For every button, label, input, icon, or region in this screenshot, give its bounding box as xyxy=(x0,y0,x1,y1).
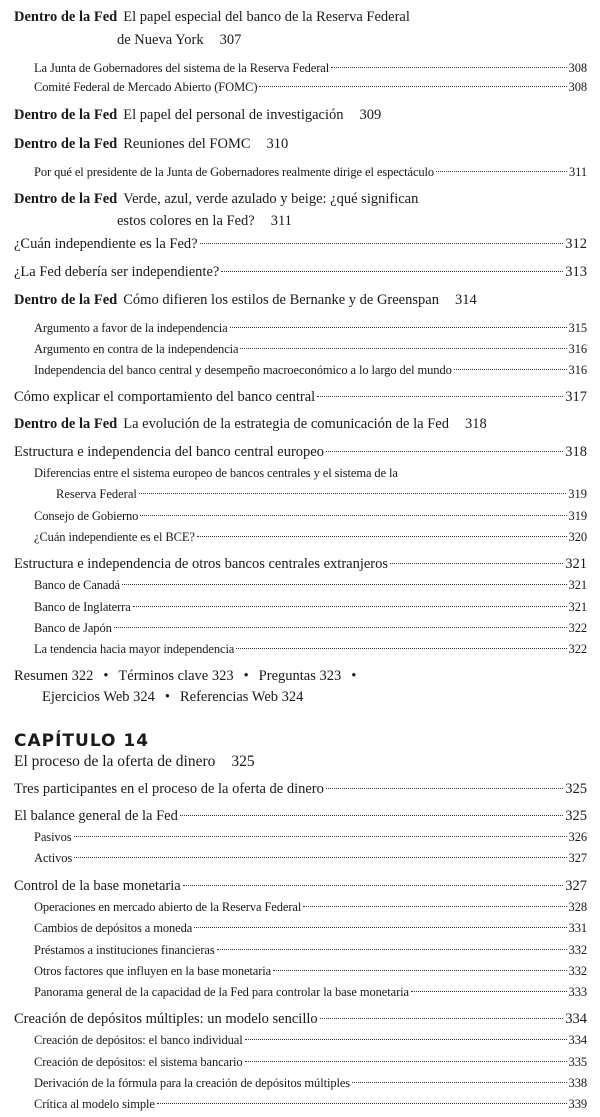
end-of-chapter-item: Resumen 322 xyxy=(14,668,94,684)
toc-subsection-entry[interactable] xyxy=(0,639,600,659)
page-number: 327 xyxy=(565,878,587,894)
inside-the-fed-label: Dentro de la Fed xyxy=(14,191,118,207)
chapter-title: El proceso de la oferta de dinero xyxy=(14,753,216,770)
page-number: 316 xyxy=(568,363,587,377)
toc-section-entry[interactable] xyxy=(0,1009,600,1029)
box-title: El papel especial del banco de la Reserva Federal xyxy=(123,9,410,25)
entry-title: Control de la base monetaria xyxy=(14,878,181,894)
toc-subsection-entry[interactable] xyxy=(0,339,600,359)
dot-leader xyxy=(200,243,564,244)
page-number: 310 xyxy=(266,136,289,152)
page-number: 338 xyxy=(568,1076,587,1090)
page-number: 321 xyxy=(568,578,587,592)
toc-section-entry[interactable] xyxy=(0,387,600,407)
toc-subsection-entry[interactable] xyxy=(0,940,600,960)
box-title: estos colores en la Fed? xyxy=(117,213,255,229)
toc-subsection-entry[interactable] xyxy=(0,1073,600,1093)
toc-section-entry[interactable] xyxy=(0,779,600,799)
dot-leader xyxy=(245,1039,567,1040)
end-of-chapter-items[interactable] xyxy=(0,687,600,707)
toc-subsection-entry[interactable] xyxy=(0,77,600,97)
page-number: 321 xyxy=(565,556,587,572)
page-number: 311 xyxy=(270,213,292,229)
page-number: 334 xyxy=(565,1011,587,1027)
toc-subsection-entry[interactable] xyxy=(0,848,600,868)
page-number: 308 xyxy=(568,61,587,75)
entry-title: Cómo explicar el comportamiento del banco central xyxy=(14,389,316,405)
entry-title: ¿Cuán independiente es la Fed? xyxy=(14,236,198,252)
dot-leader xyxy=(236,648,566,649)
entry-title: La Junta de Gobernadores del sistema de la Reserva Federal xyxy=(34,61,330,75)
toc-subsection-entry-continued[interactable] xyxy=(0,484,600,504)
dot-leader xyxy=(194,927,566,928)
dot-leader xyxy=(245,1061,567,1062)
toc-subsection-entry[interactable] xyxy=(0,162,600,182)
dot-leader xyxy=(74,857,566,858)
dot-leader xyxy=(74,836,567,837)
page-number: 328 xyxy=(568,900,587,914)
page-number: 332 xyxy=(568,943,587,957)
inside-the-fed-label: Dentro de la Fed xyxy=(14,9,118,25)
dot-leader xyxy=(320,1018,564,1019)
toc-subsection-entry[interactable] xyxy=(0,618,600,638)
page-number: 308 xyxy=(568,80,587,94)
end-of-chapter-item: Términos clave 323 xyxy=(118,668,234,684)
page-number: 339 xyxy=(568,1097,587,1111)
toc-subsection-entry[interactable] xyxy=(0,58,600,78)
toc-section-entry[interactable] xyxy=(0,442,600,462)
dot-leader xyxy=(331,67,566,68)
toc-subsection-entry[interactable] xyxy=(0,918,600,938)
page-number: 326 xyxy=(568,830,587,844)
dot-leader xyxy=(273,970,566,971)
dot-leader xyxy=(317,396,563,397)
entry-title: Banco de Inglaterra xyxy=(34,600,131,614)
entry-title: Panorama general de la capacidad de la Fed para controlar la base monetaria xyxy=(34,985,409,999)
dot-leader xyxy=(411,991,567,992)
bullet-separator: • xyxy=(351,668,357,684)
entry-title: Tres participantes en el proceso de la oferta de dinero xyxy=(14,781,324,797)
entry-title: Comité Federal de Mercado Abierto (FOMC) xyxy=(34,80,258,94)
toc-subsection-entry[interactable] xyxy=(0,1052,600,1072)
page-number: 317 xyxy=(565,389,587,405)
dot-leader xyxy=(122,584,567,585)
entry-title: Banco de Japón xyxy=(34,621,112,635)
inside-the-fed-box-entry[interactable] xyxy=(0,134,600,154)
page-number: 311 xyxy=(569,165,587,179)
page-number: 314 xyxy=(454,292,477,308)
toc-subsection-entry[interactable] xyxy=(0,575,600,595)
toc-subsection-entry[interactable] xyxy=(0,827,600,847)
entry-title-continued: Reserva Federal xyxy=(56,487,137,501)
inside-the-fed-label: Dentro de la Fed xyxy=(14,107,118,123)
page-number: 313 xyxy=(565,264,587,280)
inside-the-fed-box-entry[interactable] xyxy=(0,105,600,125)
entry-title: Crítica al modelo simple xyxy=(34,1097,155,1111)
page-number: 335 xyxy=(568,1055,587,1069)
entry-title: La tendencia hacia mayor independencia xyxy=(34,642,235,656)
page-number: 331 xyxy=(568,921,587,935)
page-number: 318 xyxy=(565,444,587,460)
page-number: 332 xyxy=(568,964,587,978)
chapter-heading[interactable] xyxy=(0,731,600,751)
box-title: El papel del personal de investigación xyxy=(123,107,344,123)
box-title: Reuniones del FOMC xyxy=(123,136,251,152)
entry-title: Derivación de la fórmula para la creación de depósitos múltiples xyxy=(34,1076,351,1090)
end-of-chapter-item: Ejercicios Web 324 xyxy=(42,689,155,705)
toc-subsection-entry[interactable] xyxy=(0,1030,600,1050)
page-number: 325 xyxy=(565,781,587,797)
page-number: 319 xyxy=(568,487,587,501)
inside-the-fed-box-entry[interactable] xyxy=(0,7,600,27)
page-number: 315 xyxy=(568,321,587,335)
toc-section-entry[interactable] xyxy=(0,262,600,282)
end-of-chapter-item: Preguntas 323 xyxy=(258,668,342,684)
bullet-separator: • xyxy=(243,668,249,684)
entry-title: El balance general de la Fed xyxy=(14,808,178,824)
entry-title: ¿Cuán independiente es el BCE? xyxy=(34,530,195,544)
entry-title: Otros factores que influyen en la base monetaria xyxy=(34,964,272,978)
box-title: Verde, azul, verde azulado y beige: ¿qué significan xyxy=(123,191,419,207)
entry-title: Banco de Canadá xyxy=(34,578,120,592)
dot-leader xyxy=(133,606,567,607)
page-number: 312 xyxy=(565,236,587,252)
dot-leader xyxy=(326,451,563,452)
entry-title: Estructura e independencia del banco central europeo xyxy=(14,444,324,460)
page-number: 322 xyxy=(568,621,587,635)
page-number: 320 xyxy=(568,530,587,544)
bullet-separator: • xyxy=(164,689,170,705)
dot-leader xyxy=(326,788,563,789)
dot-leader xyxy=(180,815,563,816)
page-number: 333 xyxy=(568,985,587,999)
box-title: Cómo difieren los estilos de Bernanke y de Greenspan xyxy=(123,292,439,308)
entry-title: Cambios de depósitos a moneda xyxy=(34,921,193,935)
dot-leader xyxy=(352,1082,566,1083)
toc-subsection-entry[interactable] xyxy=(0,982,600,1002)
toc-section-entry[interactable] xyxy=(0,234,600,254)
entry-title: Por qué el presidente de la Junta de Gobernadores realmente dirige el espectáculo xyxy=(34,165,435,179)
box-title: de Nueva York xyxy=(117,32,204,48)
toc-subsection-entry[interactable] xyxy=(0,961,600,981)
chapter-title-entry[interactable] xyxy=(0,752,600,772)
toc-subsection-entry[interactable] xyxy=(0,506,600,526)
toc-section-entry[interactable] xyxy=(0,554,600,574)
dot-leader xyxy=(221,271,563,272)
dot-leader xyxy=(114,627,567,628)
entry-title: ¿La Fed debería ser independiente? xyxy=(14,264,220,280)
entry-title: Operaciones en mercado abierto de la Reserva Federal xyxy=(34,900,302,914)
page-number: 319 xyxy=(568,509,587,523)
page-number: 309 xyxy=(359,107,382,123)
entry-title: Creación de depósitos: el banco individual xyxy=(34,1033,243,1047)
page-number: 316 xyxy=(568,342,587,356)
page-number: 325 xyxy=(565,808,587,824)
entry-title: Préstamos a instituciones financieras xyxy=(34,943,215,957)
dot-leader xyxy=(230,327,567,328)
page-number: 307 xyxy=(219,32,242,48)
inside-the-fed-box-entry[interactable] xyxy=(0,414,600,434)
inside-the-fed-box-entry[interactable] xyxy=(0,290,600,310)
dot-leader xyxy=(454,369,567,370)
toc-section-entry[interactable] xyxy=(0,876,600,896)
toc-subsection-entry[interactable] xyxy=(0,463,600,483)
dot-leader xyxy=(157,1103,567,1104)
end-of-chapter-item: Referencias Web 324 xyxy=(180,689,304,705)
toc-section-entry[interactable] xyxy=(0,806,600,826)
dot-leader xyxy=(259,86,566,87)
entry-title: Independencia del banco central y desempeño macroeconómico a lo largo del mundo xyxy=(34,363,452,377)
dot-leader xyxy=(436,171,567,172)
inside-the-fed-box-entry[interactable] xyxy=(0,30,600,50)
toc-subsection-entry[interactable] xyxy=(0,318,600,338)
dot-leader xyxy=(390,563,563,564)
dot-leader xyxy=(197,536,567,537)
toc-subsection-entry[interactable] xyxy=(0,897,600,917)
inside-the-fed-label: Dentro de la Fed xyxy=(14,292,118,308)
page-number: 321 xyxy=(568,600,587,614)
toc-subsection-entry[interactable] xyxy=(0,597,600,617)
inside-the-fed-label: Dentro de la Fed xyxy=(14,136,118,152)
page-number: 327 xyxy=(568,851,587,865)
inside-the-fed-label: Dentro de la Fed xyxy=(14,416,118,432)
entry-title: Estructura e independencia de otros bancos centrales extranjeros xyxy=(14,556,389,572)
entry-title: Activos xyxy=(34,851,73,865)
entry-title: Argumento a favor de la independencia xyxy=(34,321,228,335)
toc-subsection-entry[interactable] xyxy=(0,1094,600,1114)
toc-subsection-entry[interactable] xyxy=(0,527,600,547)
page-number: 334 xyxy=(568,1033,587,1047)
bullet-separator: • xyxy=(103,668,109,684)
entry-title: Creación de depósitos múltiples: un modelo sencillo xyxy=(14,1011,318,1027)
page-number: 318 xyxy=(464,416,487,432)
entry-title: Consejo de Gobierno xyxy=(34,509,139,523)
box-title: La evolución de la estrategia de comunicación de la Fed xyxy=(123,416,449,432)
dot-leader xyxy=(140,515,566,516)
entry-title: Creación de depósitos: el sistema bancario xyxy=(34,1055,243,1069)
entry-title: Argumento en contra de la independencia xyxy=(34,342,239,356)
entry-title: Pasivos xyxy=(34,830,72,844)
dot-leader xyxy=(240,348,566,349)
chapter-label: CAPÍTULO 14 xyxy=(14,731,150,751)
inside-the-fed-box-entry[interactable] xyxy=(0,211,600,231)
entry-title: Diferencias entre el sistema europeo de bancos centrales y el sistema de la xyxy=(34,466,398,480)
dot-leader xyxy=(303,906,566,907)
dot-leader xyxy=(183,885,564,886)
toc-subsection-entry[interactable] xyxy=(0,360,600,380)
dot-leader xyxy=(139,493,566,494)
inside-the-fed-box-entry[interactable] xyxy=(0,189,600,209)
page-number: 322 xyxy=(568,642,587,656)
end-of-chapter-items[interactable] xyxy=(0,666,600,686)
dot-leader xyxy=(217,949,567,950)
page-number: 325 xyxy=(231,753,255,770)
